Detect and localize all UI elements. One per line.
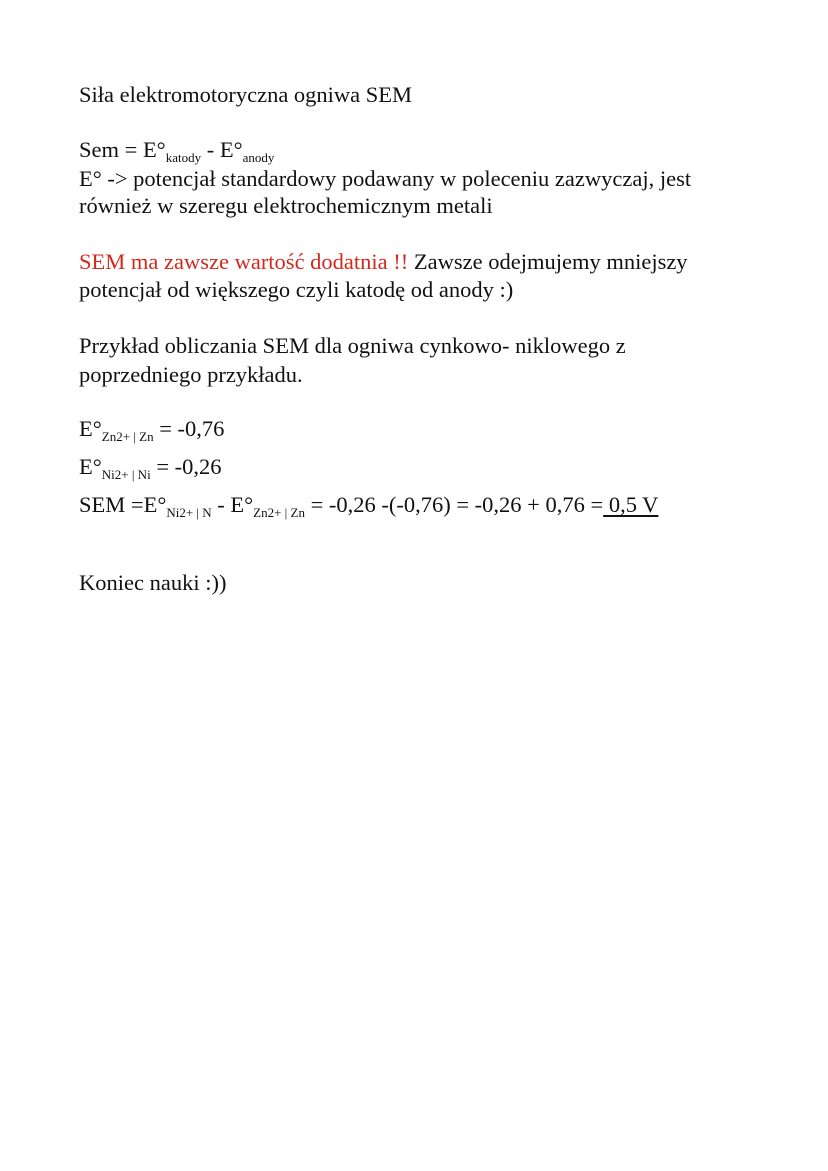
formula-lhs: Sem = E°	[79, 137, 166, 162]
example-intro-line-2: poprzedniego przykładu.	[79, 362, 303, 387]
rule-line-1	[79, 251, 688, 274]
example-intro-line-1: Przykład obliczania SEM dla ogniwa cynkowo- niklowego z	[79, 333, 626, 358]
ni-potential	[79, 454, 222, 482]
document-title: Siła elektromotoryczna ogniwa SEM	[79, 82, 413, 107]
sem-mid: - E°	[211, 492, 254, 517]
zn-sub: Zn2+ | Zn	[101, 429, 154, 444]
zn-potential	[79, 416, 225, 444]
formula-mid: - E°	[201, 137, 243, 162]
ending-text: Koniec nauki :))	[79, 570, 227, 595]
sem-sub-zn: Zn2+ | Zn	[253, 505, 305, 520]
sem-formula	[79, 137, 275, 165]
formula-sub-cathode: katody	[165, 150, 202, 165]
ni-prefix: E°	[79, 454, 102, 479]
ni-value: = -0,26	[150, 454, 222, 479]
sem-sub-ni: Ni2+ | N	[166, 505, 212, 520]
rule-highlight: SEM ma zawsze wartość dodatnia !!	[79, 249, 409, 274]
rule-line-2: potencjał od większego czyli katodę od anody :)	[79, 277, 514, 302]
sem-result: 0,5 V	[603, 492, 659, 517]
zn-value: = -0,76	[153, 416, 225, 441]
sem-expression: = -0,26 -(-0,76) = -0,26 + 0,76 =	[304, 492, 604, 517]
definition-line-2: również w szeregu elektrochemicznym metali	[79, 193, 493, 218]
sem-calculation	[79, 492, 659, 520]
zn-prefix: E°	[79, 416, 102, 441]
ni-sub: Ni2+ | Ni	[101, 467, 151, 482]
formula-sub-anode: anody	[242, 150, 275, 165]
rule-rest: Zawsze odejmujemy mniejszy	[408, 249, 688, 274]
sem-prefix: SEM =E°	[79, 492, 167, 517]
definition-line-1: E° -> potencjał standardowy podawany w poleceniu zazwyczaj, jest	[79, 166, 692, 191]
